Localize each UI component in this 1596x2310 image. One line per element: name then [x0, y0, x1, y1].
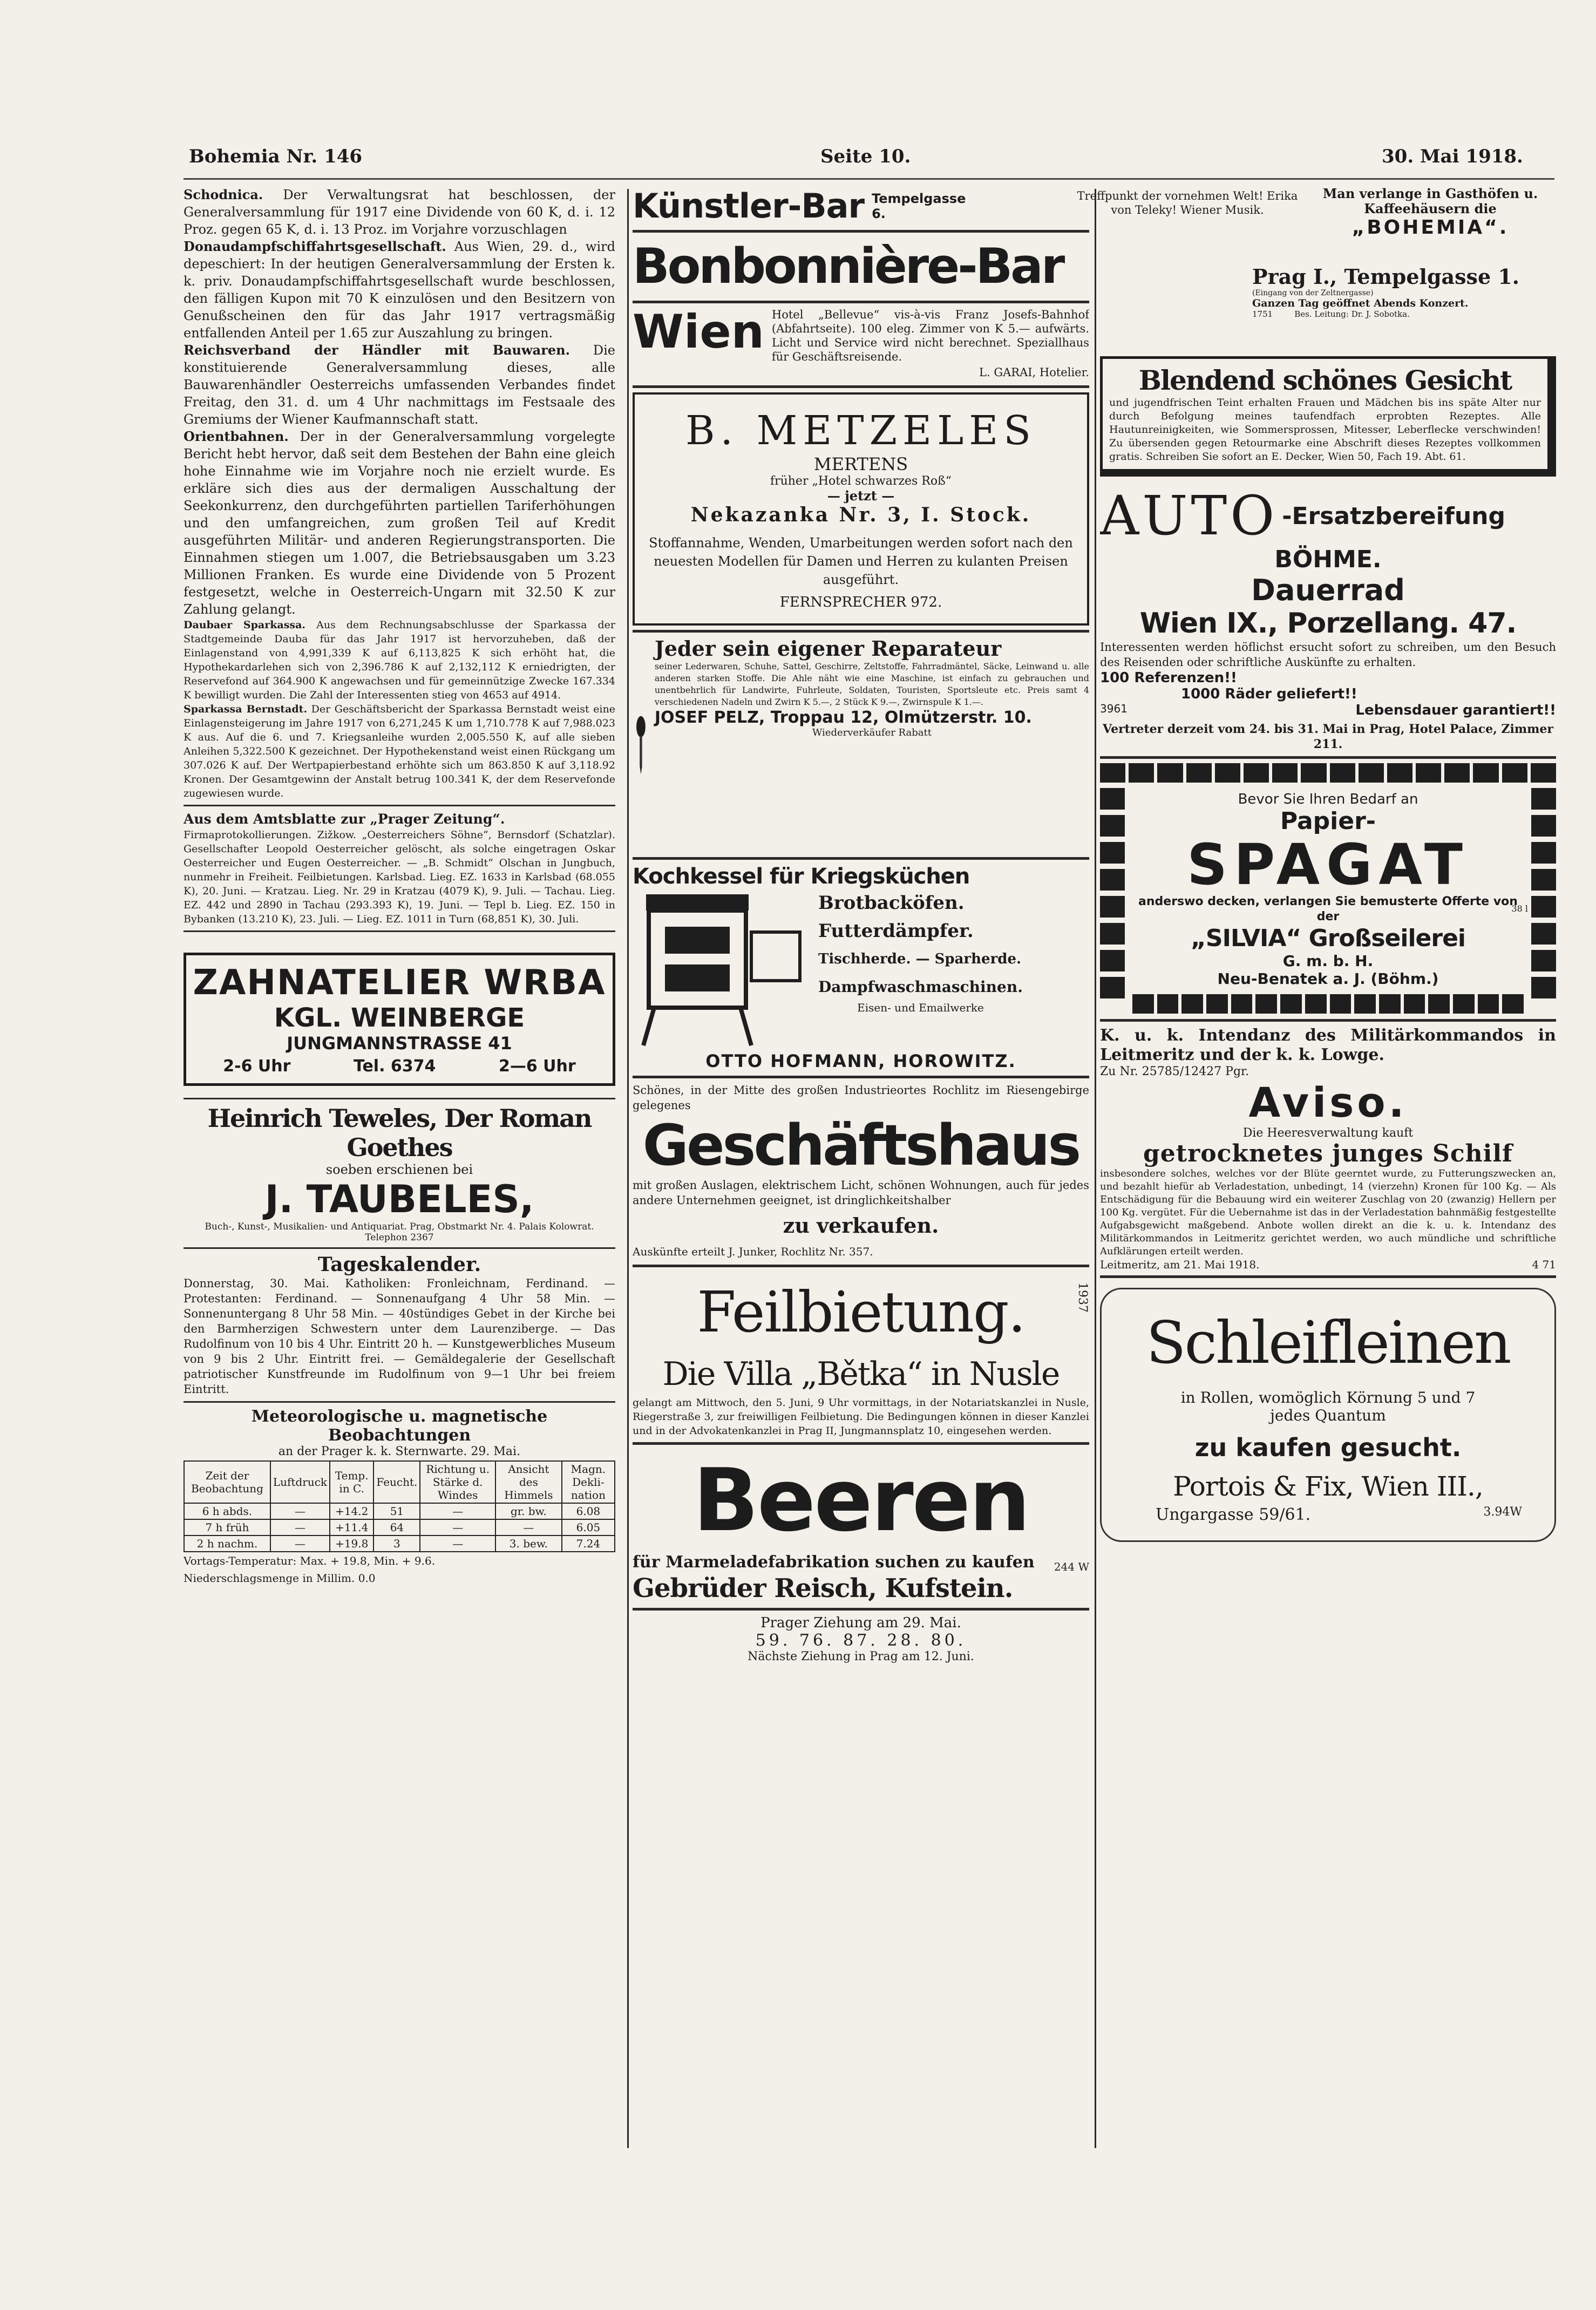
kochkessel-body: [633, 889, 1089, 1051]
news-text: Der Verwaltungsrat hat beschlossen, der Generalversammlung für 1917 eine Dividende von 60 K, d. i. 12 Proz. gegen 65 K, d. i. 13 Proz. im Vorjahre vorzuschlagen: [184, 187, 615, 237]
kochkessel-firm: OTTO HOFMANN, HOROWITZ.: [705, 1051, 1016, 1071]
feilbietung-title: Feilbietung.: [697, 1279, 1025, 1345]
kuenstler-addr: Tempelgasse 6.: [872, 191, 966, 221]
column-1: [184, 186, 615, 2151]
ziehung-line1: Prager Ziehung am 29. Mai.: [760, 1615, 961, 1631]
ad-wien-hotel: [633, 305, 1089, 381]
auto-rest: -Ersatzbereifung: [1282, 502, 1505, 530]
teweles-sub: soeben erschienen bei: [325, 1162, 473, 1177]
schleif-cta: zu kaufen gesucht.: [1194, 1433, 1462, 1462]
news-text: Die konstituierende Generalversammlung dieses, alle Bauwarenhändler Oesterreichs umfassenden Verbandes findet Freitag, den 31. d. um 4 Uhr nachmittags im Festsaale des Gremiums der Wiener Kaufmannschaft statt.: [184, 343, 615, 427]
meteo-cell: 64: [373, 1519, 420, 1536]
wrba-hours-row: [192, 1057, 607, 1076]
reparateur-title: Jeder sein eigener Reparateur: [654, 636, 1002, 661]
divider: [1100, 1275, 1556, 1278]
meteo-cell: —: [420, 1503, 495, 1519]
meteo-header-row: [184, 1461, 615, 1503]
ad-verlange: [1306, 186, 1554, 239]
reparateur-body: [655, 637, 1089, 853]
meteo-col-header: Ansicht des Himmels: [495, 1461, 562, 1503]
meteo-cell: —: [270, 1503, 330, 1519]
meteo-cell: —: [495, 1519, 562, 1536]
auto-raeder: 1000 Räder geliefert!!: [1181, 686, 1357, 702]
divider: [184, 1098, 615, 1099]
divider: [633, 385, 1089, 388]
auto-prod: Dauerrad: [1251, 573, 1405, 607]
table-row: [184, 1519, 615, 1536]
divider: [633, 230, 1089, 233]
divider: [633, 1608, 1089, 1611]
news-text: Der Geschäftsbericht der Sparkassa Bernstadt weist eine Einlagensteigerung im Jahre 1917 von 6,271,245 K um 1,710.778 K auf 7,988.023 K aus. Auf die 6. und 7. Kriegsanleihe wurden 2,005.550 K, auf alle sieben Anleihen 5,322.500 K gezeichnet. Der Hypothekenstand weist einen Rückgang um 307.026 K auf. Der Wertpapierbestand erhöhte sich um 863.850 K auf 3,118.92 Kronen. Der Gesamtgewinn der Anstalt betrug 100.341 K, der dem Reservefonde zugewiesen wurde.: [184, 703, 615, 799]
geschaeft-intro: Schönes, in der Mitte des großen Industrieortes Rochlitz im Riesengebirge gelegenes: [633, 1084, 1089, 1112]
column-rule-1: [627, 189, 629, 2148]
news-title: Sparkassa Bernstadt.: [184, 703, 308, 715]
kochkessel-item: Brotbacköfen.: [818, 892, 965, 914]
meteo-cell: 7 h früh: [184, 1519, 270, 1536]
meteo-col-header: Richtung u. Stärke d. Windes: [420, 1461, 495, 1503]
bonbonniere-side: [1252, 264, 1554, 319]
auto-head: [1100, 486, 1556, 546]
spagat-word: SPAGAT: [1187, 832, 1469, 898]
meteo-cell: —: [270, 1519, 330, 1536]
reparateur-firm: JOSEF PELZ, Troppau 12, Olmützerstr. 10.: [654, 708, 1032, 727]
verlange-name: „BOHEMIA“.: [1351, 216, 1509, 239]
spagat-firm: „SILVIA“ Großseilerei: [1190, 925, 1466, 952]
wien-hotel-text: Hotel „Bellevue“ vis-à-vis Franz Josefs-Bahnhof (Abfahrtseite). 100 eleg. Zimmer von K 5.— aufwärts. Licht und Service wird nicht berechnet. Speziallhaus für Geschäftsreisende.: [771, 308, 1089, 363]
auto-vertreter: Vertreter derzeit vom 24. bis 31. Mai in Prag, Hotel Palace, Zimmer 211.: [1103, 722, 1553, 751]
news-title: Reichsverband der Händler mit Bauwaren.: [184, 342, 570, 358]
beeren-firm: Gebrüder Reisch, Kufstein.: [633, 1573, 1013, 1604]
meteo-cell: 7.24: [562, 1536, 615, 1552]
verlange-text: Man verlange in Gasthöfen u. Kaffeehäusern die: [1322, 186, 1538, 216]
divider: [184, 930, 615, 932]
meteo-cell: +11.4: [330, 1519, 373, 1536]
news-item: [184, 238, 615, 342]
spagat-mid: anderswo decken, verlangen Sie bemusterte Offerte von der: [1138, 895, 1518, 923]
spagat-border-bottom: [1132, 994, 1524, 1014]
bonbonniere-addr: Prag I., Tempelgasse 1.: [1252, 264, 1520, 289]
spagat-border-top: [1100, 763, 1556, 783]
meteo-table: [184, 1460, 615, 1552]
table-row: [184, 1536, 615, 1552]
schleif-firm: Portois & Fix, Wien III.,: [1173, 1471, 1483, 1502]
ad-wrba: [184, 953, 615, 1086]
spagat-border-right: [1531, 788, 1556, 1004]
metzeles-sub: MERTENS: [813, 454, 908, 474]
meteo-sub: an der Prager k. k. Sternwarte. 29. Mai.: [278, 1445, 521, 1458]
divider: [184, 1401, 615, 1403]
teweles-firm: J. TAUBELES,: [264, 1177, 534, 1221]
auto-life-row: [1100, 702, 1556, 718]
divider: [184, 805, 615, 806]
schleif-l2: jedes Quantum: [1270, 1407, 1386, 1424]
divider: [633, 1442, 1089, 1445]
meteo-section: [184, 1407, 615, 1587]
news-section: [184, 186, 615, 800]
news-item: [184, 428, 615, 618]
meteo-col-header: Temp. in C.: [330, 1461, 373, 1503]
wrba-tel: Tel. 6374: [353, 1057, 436, 1076]
wien-owner: L. GARAI, Hotelier.: [979, 366, 1089, 379]
news-title: Orientbahnen.: [184, 429, 289, 444]
ad-teweles: [184, 1104, 615, 1243]
spagat-top: Bevor Sie Ihren Bedarf an: [1238, 791, 1418, 807]
ad-auto: [1100, 486, 1556, 752]
wrba-title: ZAHNATELIER WRBA: [193, 963, 606, 1003]
spagat-addr: Neu-Benatek a. J. (Böhm.): [1217, 970, 1439, 988]
kochkessel-item: Dampfwaschmaschinen.: [818, 978, 1023, 996]
news-text: Aus Wien, 29. d., wird depeschiert: In der heutigen Generalversammlung der Ersten k. k. priv. Donaudampfschiffahrtsgesellschaft wurde beschlossen, den fälligen Kupon mit 70 K einzulösen und den Besitzern von Genußscheinen den für das Jahr 1917 vertragsmäßig entfallenden Anteil per 1.65 zur Auszahlung zu bringen.: [184, 239, 615, 341]
kochkessel-sub: Eisen- und Emailwerke: [857, 1001, 984, 1014]
ziehung-section: [633, 1615, 1089, 1663]
metzeles-addr: Nekazanka Nr. 3, I. Stock.: [690, 504, 1031, 526]
beeren-code: 244 W: [1054, 1560, 1089, 1573]
meteo-cell: 51: [373, 1503, 420, 1519]
bonbonniere-name: Bonbonnière-Bar: [633, 238, 1063, 295]
header-page: Seite 10.: [820, 146, 911, 167]
geschaeft-cta: zu verkaufen.: [783, 1213, 939, 1238]
meteo-cell: 2 h nachm.: [184, 1536, 270, 1552]
tageskalender-title: Tageskalender.: [317, 1253, 481, 1276]
header-date: 30. Mai 1918.: [1382, 146, 1523, 167]
meteo-cell: —: [420, 1519, 495, 1536]
divider: [633, 857, 1089, 860]
news-title: Schodnica.: [184, 187, 263, 202]
meteo-cell: 3: [373, 1536, 420, 1552]
ad-aviso: [1100, 1026, 1556, 1271]
wrba-hours-2: 2—6 Uhr: [498, 1057, 576, 1076]
divider: [633, 1076, 1089, 1078]
header-issue: Bohemia Nr. 146: [189, 146, 363, 167]
stove-illustration-icon: [633, 889, 811, 1051]
aviso-sub: Die Heeresverwaltung kauft: [1242, 1126, 1414, 1140]
aviso-foot-row: [1100, 1258, 1556, 1271]
spagat-body: [1132, 763, 1528, 988]
wrba-line1: KGL. WEINBERGE: [274, 1003, 525, 1033]
ziehung-line2: Nächste Ziehung in Prag am 12. Juni.: [748, 1650, 974, 1663]
news-item: [184, 342, 615, 428]
feilbietung-villa: Die Villa „Bětka“ in Nusle: [662, 1355, 1060, 1393]
ad-metzeles: [633, 392, 1089, 626]
meteo-cell: +19.8: [330, 1536, 373, 1552]
kochkessel-item: Tischherde. — Sparherde.: [818, 951, 1022, 967]
ad-reparateur: [633, 637, 1089, 853]
auto-life: Lebensdauer garantiert!!: [1355, 702, 1556, 718]
meteo-col-header: Magn. Dekli-nation: [562, 1461, 615, 1503]
divider: [633, 1265, 1089, 1267]
metzeles-former: früher „Hotel schwarzes Roß“: [770, 474, 952, 488]
aviso-head: K. u. k. Intendanz des Militärkommandos in Leitmeritz und der k. k. Lowge.: [1100, 1026, 1556, 1064]
news-item: [184, 702, 615, 800]
teweles-addr: Buch-, Kunst-, Musikalien- und Antiquariat. Prag, Obstmarkt Nr. 4. Palais Kolowrat. Telephon 2367: [205, 1221, 594, 1243]
geschaeft-text: mit großen Auslagen, elektrischem Licht, schönen Wohnungen, auch für jedes andere Unternehmen geeignet, ist dringlichkeitshalber: [633, 1179, 1089, 1207]
meteo-cell: —: [420, 1536, 495, 1552]
tageskalender-section: [184, 1253, 615, 1397]
divider: [633, 301, 1089, 303]
meteo-cell: 6 h abds.: [184, 1503, 270, 1519]
meteo-col-header: Zeit der Beobachtung: [184, 1461, 270, 1503]
feilbietung-side: 1937: [1076, 1282, 1089, 1313]
column-rule-2: [1095, 189, 1096, 2148]
meteo-title: Meteorologische u. magnetische Beobachtungen: [251, 1407, 548, 1445]
meteo-cell: +14.2: [330, 1503, 373, 1519]
amtsblatt-text: Firmaprotokollierungen. Zižkow. „Oesterreichers Söhne“, Bernsdorf (Schatzlar). Gesellschafter Leopold Oesterreicher gelöscht, als solche eingetragen Oskar Oesterreicher und Eugen Oesterreicher. — „B. Schmidt“ Olschan in Jungbuch, nunmehr in Freiheit. Feilbietungen. Karlsbad. Lieg. EZ. 1633 in Karlsbad (68.055 K), 20. Juni. — Kratzau. Lieg. Nr. 29 in Kratzau (4079 K), 9. Juli. — Tachau. Lieg. EZ. 442 und 2890 in Tachau (293.393 K), 19. Juni. — Tepl b. Lieg. EZ. 150 in Bybanken (13.210 K), 23. Juli. — Lieg. EZ. 1011 in Turn (68,851 K), 30. Juli.: [184, 829, 615, 925]
auto-text: Interessenten werden höflichst ersucht sofort zu schreiben, um den Besuch des Reisenden oder schriftliche Auskünfte zu erhalten.: [1100, 641, 1556, 669]
news-text: Der in der Generalversammlung vorgelegte Bericht hebt hervor, daß seit dem Bestehen der Bahn eine gleich hohe Einnahme wie im Vorjahre noch nie erzielt wurde. Es erkläre sich dies aus der dermaligen Ausschaltung der Seekonkurrenz, den durchgeführten partiellen Tariferhöhungen und den umfangreichen, zum großen Teil auf Kredit ausgeführten Militär- und anderen Regierungstransporten. Die Einnahmen stiegen um 1.007, die Betriebsausgaben um 3.23 Millionen Franken. Es wurde eine Dividende von 5 Prozent festgesetzt, welche in Oesterreich-Ungarn mit 32.50 K zur Zahlung gelangt.: [184, 429, 615, 617]
wrba-hours-1: 2-6 Uhr: [223, 1057, 291, 1076]
ad-geschaeftshaus: [633, 1083, 1089, 1260]
metzeles-jetzt: — jetzt —: [827, 488, 895, 504]
gesicht-title: Blendend schönes Gesicht: [1138, 364, 1512, 396]
beeren-text: für Marmeladefabrikation suchen zu kaufen: [633, 1553, 1035, 1572]
kuenstler-desc-box: [1074, 189, 1301, 217]
meteo-foot-2: Niederschlagsmenge in Millim. 0.0: [184, 1572, 376, 1585]
meteo-col-header: Feucht.: [373, 1461, 420, 1503]
divider: [1100, 1019, 1556, 1022]
bonbonniere-concert: Ganzen Tag geöffnet Abends Konzert.: [1252, 297, 1469, 309]
news-item: [184, 186, 615, 238]
ad-kuenstler-bar: [633, 186, 1089, 226]
beeren-title: Beeren: [692, 1450, 1029, 1551]
spagat-papier: Papier-: [1280, 807, 1376, 835]
beeren-row: [633, 1552, 1089, 1573]
schleif-code: 3.94W: [1483, 1505, 1522, 1519]
meteo-col-header: Luftdruck: [270, 1461, 330, 1503]
auto-word: AUTO: [1100, 484, 1278, 547]
schleif-addr: Ungargasse 59/61.: [1156, 1505, 1311, 1524]
kochkessel-title: Kochkessel für Kriegsküchen: [633, 864, 970, 889]
news-text: Aus dem Rechnungsabschlusse der Sparkassa der Stadtgemeinde Dauba für das Jahr 1917 ist hervorzuheben, daß der Einlagenstand von 4,991,339 K auf 6,113,825 K sich erhöht hat, die Hypothekardarlehen sich von 2,396.786 K auf 2,132,112 K erniedrigten, der Reservefond auf 364.900 K angewachsen und für gemeinnützige Zwecke 167.334 K bewilligt wurden. Die Zahl der Interessenten stieg von 4653 auf 4914.: [184, 619, 615, 701]
kuenstler-desc: Treffpunkt der vornehmen Welt! Erika von Teleky! Wiener Musik.: [1077, 189, 1298, 216]
auto-firm: BÖHME.: [1274, 546, 1382, 573]
meteo-cell: 3. bew.: [495, 1536, 562, 1552]
divider: [633, 630, 1089, 633]
bonbonniere-code: 1751: [1252, 309, 1273, 319]
gesicht-text: und jugendfrischen Teint erhalten Frauen und Mädchen bis ins späte Alter nur durch Befolgung meines taufendfach erprobten Rezeptes. Alle Hautunreinigkeiten, wie Sommersprossen, Mitesser, Leberflecke verschwinden! Zu übersenden gegen Retourmarke eine Abschrift dieses Rezeptes vollkommen gratis. Schreiben Sie sofort an E. Decker, Wien 50, Fach 19. Abt. 61.: [1109, 397, 1541, 463]
ad-beeren: [633, 1449, 1089, 1604]
ad-kochkessel: [633, 864, 1089, 1071]
geschaeft-title: Geschäftshaus: [642, 1112, 1079, 1178]
divider: [184, 1247, 615, 1249]
auto-addr: Wien IX., Porzellang. 47.: [1139, 607, 1517, 640]
schleif-title: Schleifleinen: [1146, 1309, 1510, 1377]
kochkessel-item: Futterdämpfer.: [818, 920, 974, 942]
kochkessel-items: [818, 889, 1023, 1051]
aviso-text: insbesondere solches, welches vor der Blüte geerntet wurde, zu Futterungszwecken an, und bezahlt hiefür ab Verladestation, unbedingt, 14 (vierzehn) Kronen für 100 Kg. — Als Entschädigung für die Bebauung wird ein weiterer Zuschlag von 20 (zwanzig) Hellern per 100 Kg. vergütet. Für die Uebernahme ist das in der Verladestation bahnmäßig festgestellte Aufgabsgewicht maßgebend. Anbote wollen direkt an die k. u. k. Intendanz des Militärkommandos in Leitmeritz gerichtet werden, wo auch mündliche und schriftliche Aufklärungen erteilt werden.: [1100, 1168, 1556, 1257]
schleif-l1: in Rollen, womöglich Körnung 5 und 7: [1180, 1389, 1476, 1407]
teweles-title: Heinrich Teweles, Der Roman Goethes: [207, 1104, 592, 1162]
geschaeft-foot: Auskünfte erteilt J. Junker, Rochlitz Nr. 357.: [633, 1245, 873, 1258]
wien-body: [772, 308, 1089, 381]
aviso-foot: Leitmeritz, am 21. Mai 1918.: [1100, 1258, 1260, 1271]
meteo-cell: 6.05: [562, 1519, 615, 1536]
awl-tool-icon: [633, 637, 649, 853]
bonbonniere-leitung: Bes. Leitung: Dr. J. Sobotka.: [1294, 309, 1410, 319]
tageskalender-text: Donnerstag, 30. Mai. Katholiken: Fronleichnam, Ferdinand. — Protestanten: Ferdinand. — Sonnenaufgang 4 Uhr 58 Min. — Sonnenuntergang 8 Uhr 58 Min. — 40stündiges Gebet in der Kirche bei den Barmherzigen Schwestern unter dem Laurenziberge. — Das Rudolfinum von 10 bis 4 Uhr. Eintritt 20 h. — Kunstgewerbliches Museum von 9 bis 2 Uhr. Eintritt frei. — Gemäldegalerie der Gesellschaft patriotischer Kunstfreunde im Rudolfinum von 9—1 Uhr bei freiem Eintritt.: [184, 1277, 615, 1396]
amtsblatt-section: [184, 811, 615, 926]
ad-gesicht: [1100, 356, 1556, 477]
news-item: [184, 618, 615, 702]
column-3: [1100, 356, 1556, 2153]
news-title: Donaudampfschiffahrtsgesellschaft.: [184, 239, 446, 254]
bonbonniere-small: (Eingang von der Zeltnergasse): [1252, 289, 1374, 297]
spagat-border-left: [1100, 788, 1125, 1004]
spagat-code: 38 l: [1511, 903, 1528, 914]
divider: [1100, 756, 1556, 759]
news-title: Daubaer Sparkassa.: [184, 619, 306, 631]
schleif-foot-row: [1112, 1502, 1544, 1524]
aviso-title: Aviso.: [1248, 1078, 1408, 1126]
metzeles-name: B. METZELES: [685, 407, 1036, 454]
kuenstler-name: Künstler-Bar: [633, 186, 865, 226]
auto-ref: 100 Referenzen!!: [1100, 670, 1237, 686]
table-row: [184, 1503, 615, 1519]
aviso-ref: Zu Nr. 25785/12427 Pgr.: [1100, 1065, 1249, 1078]
auto-code: 3961: [1100, 702, 1128, 715]
meteo-cell: 6.08: [562, 1503, 615, 1519]
wrba-line2: JUNGMANNSTRASSE 41: [287, 1033, 512, 1054]
reparateur-foot: Wiederverkäufer Rabatt: [812, 727, 932, 738]
bonbonniere-foot: [1252, 309, 1554, 319]
header-rule: [184, 178, 1554, 180]
metzeles-text: Stoffannahme, Wenden, Umarbeitungen werden sofort nach den neuesten Modellen für Damen und Herren zu kulanten Preisen ausgeführt.: [649, 535, 1073, 587]
amtsblatt-title: Aus dem Amtsblatte zur „Prager Zeitung“.: [184, 811, 505, 827]
ad-schleifleinen: [1100, 1288, 1556, 1542]
reparateur-text: seiner Lederwaren, Schuhe, Sattel, Geschirre, Zeltstoffe, Fahrradmäntel, Säcke, Leinwand u. alle anderen starken Stoffe. Die Ahle näht wie eine Maschine, ist einfach zu gebrauchen und unentbehrlich für Landwirte, Fuhrleute, Soldaten, Touristen, Sportsleute etc. Preis samt 4 verschiedenen Nadeln und Zwirn K 5.—, 2 Stück K 9.—, Zwirnspule K 1.—.: [654, 661, 1089, 707]
ziehung-nums: 59. 76. 87. 28. 80.: [755, 1631, 967, 1650]
feilbietung-text: gelangt am Mittwoch, den 5. Juni, 9 Uhr vormittags, in der Notariatskanzlei in Nusle, Riegerstraße 3, zur freiwilligen Feilbietung. Die Bedingungen können in dieser Kanzlei und in der Advokatenkanzlei in Prag II, Jungmannsplatz 10, eingesehen werden.: [633, 1397, 1089, 1437]
wien-word: Wien: [633, 305, 764, 359]
spagat-gmbh: G. m. b. H.: [1282, 952, 1374, 970]
meteo-cell: gr. bw.: [495, 1503, 562, 1519]
ad-feilbietung: [633, 1272, 1089, 1438]
ad-spagat: [1100, 763, 1556, 1014]
metzeles-phone: FERNSPRECHER 972.: [779, 594, 942, 610]
meteo-cell: —: [270, 1536, 330, 1552]
meteo-foot-1: Vortags-Temperatur: Max. + 19.8, Min. + 9.6.: [184, 1554, 436, 1567]
column-2: [633, 186, 1089, 2151]
aviso-code: 4 71: [1532, 1258, 1556, 1271]
aviso-item: getrocknetes junges Schilf: [1143, 1140, 1513, 1167]
